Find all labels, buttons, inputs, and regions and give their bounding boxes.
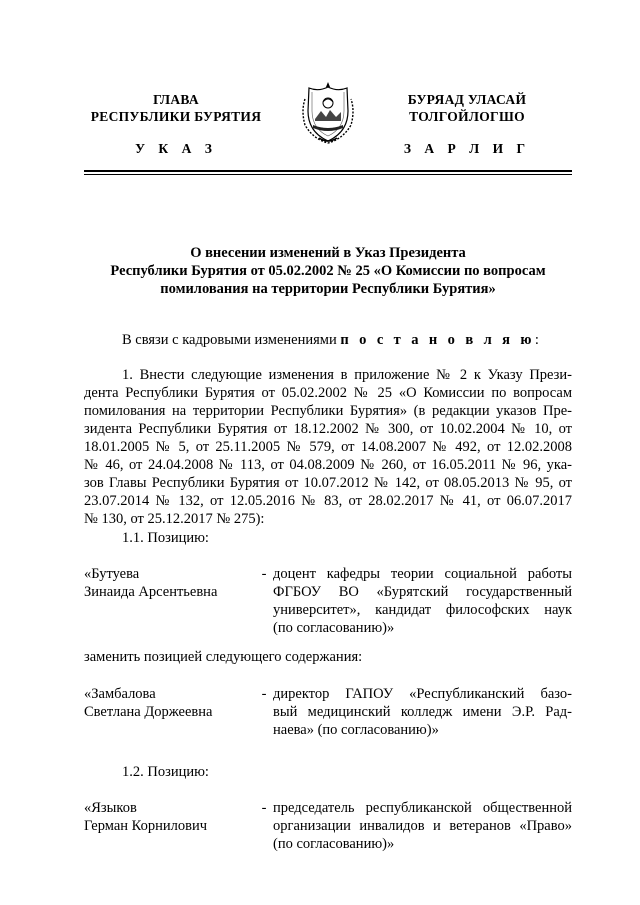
item-1-text bbox=[84, 366, 572, 528]
item-1-line: зидента Республики Бурятия от 18.12.2002 № 300, от 10.02.2004 № 10, от bbox=[84, 421, 572, 437]
item-1-line: 23.07.2014 № 132, от 12.05.2016 № 83, от 28.02.2017 № 41, от 06.07.2017 bbox=[84, 493, 572, 509]
item-1-line: дента Республики Бурятия от 05.02.2002 № 25 «О Комиссии по вопросам bbox=[84, 385, 572, 401]
position-line: наева» (по согласованию)» bbox=[273, 722, 439, 738]
member-given-name: Герман Корнилович bbox=[84, 818, 207, 834]
member-given-name: Зинаида Арсентьевна bbox=[84, 584, 218, 600]
member-surname: «Замбалова bbox=[84, 686, 156, 702]
member-surname: «Языков bbox=[84, 800, 137, 816]
issuer-republic: РЕСПУБЛИКИ БУРЯТИЯ bbox=[90, 109, 262, 124]
member-given-name: Светлана Доржеевна bbox=[84, 704, 213, 720]
coat-of-arms-icon bbox=[299, 81, 357, 145]
member-name bbox=[84, 799, 254, 835]
item-1-line: 18.01.2005 № 5, от 25.11.2005 № 579, от 14.08.2007 № 492, от 12.02.2008 bbox=[84, 439, 572, 455]
position-line: председатель республиканской общественной bbox=[273, 800, 572, 816]
header-divider-thin bbox=[84, 174, 572, 175]
doctype-buryat: З А Р Л И Г bbox=[403, 141, 531, 156]
position-line: вый медицинский колледж имени Э.Р. Рад- bbox=[273, 704, 572, 720]
member-position bbox=[273, 685, 572, 739]
entry-dash: - bbox=[261, 686, 267, 702]
replace-instruction: заменить позицией следующего содержания: bbox=[84, 649, 363, 665]
doctype-russian: У К А З bbox=[135, 141, 217, 156]
item-1-line: зов Главы Республики Бурятия от 10.07.2012 № 142, от 08.05.2013 № 95, от bbox=[84, 475, 572, 491]
entry-dash: - bbox=[261, 566, 267, 582]
member-name bbox=[84, 685, 254, 721]
item-1-line: помилования на территории Республики Бурятия» (в редакции указов Пре- bbox=[84, 403, 572, 419]
document-title bbox=[84, 244, 572, 298]
preamble bbox=[122, 331, 539, 349]
item-1-line: 1. Внести следующие изменения в приложение № 2 к Указу Прези- bbox=[122, 367, 572, 383]
member-name bbox=[84, 565, 254, 601]
member-surname: «Бутуева bbox=[84, 566, 140, 582]
decree-word: п о с т а н о в л я ю bbox=[340, 332, 535, 348]
subitem-1-2-label: 1.2. Позицию: bbox=[122, 764, 209, 780]
position-line: доцент кафедры теории социальной работы bbox=[273, 566, 572, 582]
position-line: организации инвалидов и ветеранов «Право» bbox=[273, 818, 572, 834]
position-line: директор ГАПОУ «Республиканский базо- bbox=[273, 686, 572, 702]
position-line: университет», кандидат философских наук bbox=[273, 602, 572, 618]
position-line: (по согласованию)» bbox=[273, 836, 395, 852]
issuer-title-buryat: БУРЯАД УЛАСАЙ bbox=[407, 92, 527, 107]
entry-dash: - bbox=[261, 800, 267, 816]
issuer-republic-buryat: ТОЛГОЙЛОГШО bbox=[409, 109, 525, 124]
item-1-line: № 130, от 25.12.2017 № 275): bbox=[84, 511, 265, 527]
preamble-text: В связи с кадровыми изменениями bbox=[122, 332, 341, 348]
position-line: (по согласованию)» bbox=[273, 620, 395, 636]
issuer-title: ГЛАВА bbox=[153, 92, 199, 107]
member-position bbox=[273, 799, 572, 853]
member-position bbox=[273, 565, 572, 637]
issuer-russian bbox=[80, 91, 272, 125]
position-line: ФГБОУ ВО «Бурятский государственный bbox=[273, 584, 572, 600]
header-divider bbox=[84, 170, 572, 172]
item-1-line: № 46, от 24.04.2008 № 113, от 04.08.2009 № 260, от 16.05.2011 № 96, ука- bbox=[84, 457, 572, 473]
title-line: помилования на территории Республики Бурятия» bbox=[160, 281, 496, 297]
title-line: О внесении изменений в Указ Президента bbox=[190, 245, 466, 261]
title-line: Республики Бурятия от 05.02.2002 № 25 «О Комиссии по вопросам bbox=[110, 263, 546, 279]
issuer-buryat bbox=[382, 91, 552, 125]
preamble-colon: : bbox=[534, 332, 539, 348]
subitem-1-1-label: 1.1. Позицию: bbox=[122, 530, 209, 546]
